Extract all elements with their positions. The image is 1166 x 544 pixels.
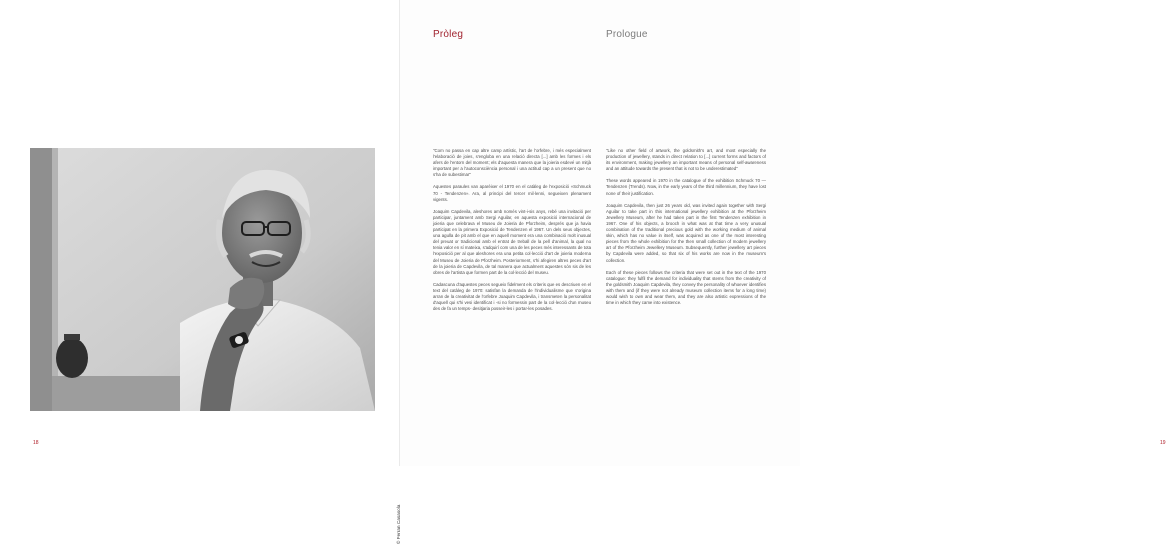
- left-page: [0, 0, 401, 544]
- page-number-right: 19: [1160, 440, 1166, 446]
- catalan-paragraph: Aquestes paraules van aparèixer el 1970 en el catàleg de l'exposició «Schmuck 70 - Tendenzen». Ara, al principi del tercer mil·lenni, segueixen plenament vigents.: [433, 184, 591, 202]
- english-paragraph: Each of these pieces follows the criteria that were set out in the text of the 1970 catalogue: they fulfil the demand for individuality that stems from the creativity of the goldsmith Joaquim Capdevila, they convey the personality of whoever identifies with them and (if they were not already museum collection items for a long time) would wish to own and wear them, and they are also artistic expressions of the time in which they came into existence.: [606, 269, 766, 306]
- heading-english: Prologue: [606, 29, 648, 40]
- catalan-paragraph: Joaquim Capdevila, aleshores amb només vint-i-sis anys, rebé una invitació per participar, juntament amb Sergi Aguilar, en aquesta exposició internacional de joieria que celebrava el Museu de Joieria de Pforzheim, després que ja havia participat en la primera Exposició de Tendenzen el 1967. Un dels seus objectes, una agulla de pit amb el que en aquell moment era una combinació molt inusual del preuat or tradicional amb el entrat de treball de la pell d'animal, la qual no tenia valor en sí mateixa, s'adquirí com una de les peces més interessants de tota l'exposició per al que aleshores era una petita col·lecció d'art de joieria moderna del Museu de Joieria de Pforzheim. Posteriorment, s'hi afegiren altres peces d'art de la joieria de Capdevila, de tal manera que actualment aquestes són sis de les obres de l'artista que formen part de la col·lecció del museu.: [433, 208, 591, 275]
- page-number-left: 18: [33, 440, 39, 446]
- catalan-paragraph: "Com no passa en cap altre camp artístic, l'art de l'orfebre, i més especialment l'elaboració de joies, s'engloba en una relació directa [...] amb les formes i els afers de l'entorn del moment; els d'aquesta manera que la joieria esdevé un mitjà important per a l'autoconsciència personal i una actitud cap a un present que no s'ha de subestimar": [433, 148, 591, 178]
- portrait-illustration: [30, 148, 375, 411]
- english-paragraph: These words appeared in 1970 in the catalogue of the exhibition Schmuck 70 — Tendenzen (Trends). Now, in the early years of the third millennium, they have lost none of their justification.: [606, 178, 766, 196]
- english-paragraph: Joaquim Capdevila, then just 26 years old, was invited again together with Sergi Aguilar to take part in this international jewellery exhibition at the Pforzheim Jewellery Museum, after he had taken part in the first Tendenzen exhibition in 1967. One of his objects, a brooch in what was at that time a very unusual combination of the traditional precious gold with the working medium of animal skin, which has no value in itself, was acquired as one of the most interesting pieces from the whole exhibition for the then small collection of modern jewellery art of the Pforzheim Jewellery Museum. Subsequently, further jewellery art pieces by Capdevila were added, so that six of his works are now in the museum's collection.: [606, 202, 766, 263]
- heading-catalan: Pròleg: [433, 29, 464, 40]
- english-paragraph: "Like no other field of artwork, the goldsmith's art, and most especially the production of jewellery, stands in direct relation to [...] current forms and factors of its environment, making jewellery an important means of personal self-awareness and an attitude towards the present that is not to be underestimated": [606, 148, 766, 172]
- catalan-text-column: [433, 148, 591, 318]
- photo-credit: © Ferran Casasola: [396, 504, 401, 544]
- english-text-column: [606, 148, 766, 312]
- catalan-paragraph: Cadascuna d'aquestes peces segueix fidelment els criteris que es descriuen en el text del catàleg de 1970: satisfan la demanda de l'individualisme que s'origina arran de la creativitat de l'orfebre Joaquim Capdevila, i transmeten la personalitat d'aquell qui s'hi vesi identificat i -si no formessin part de la col·lecció d'un museu des de fa un temps- desitjaria posseir-les i portar-les posades.: [433, 281, 591, 312]
